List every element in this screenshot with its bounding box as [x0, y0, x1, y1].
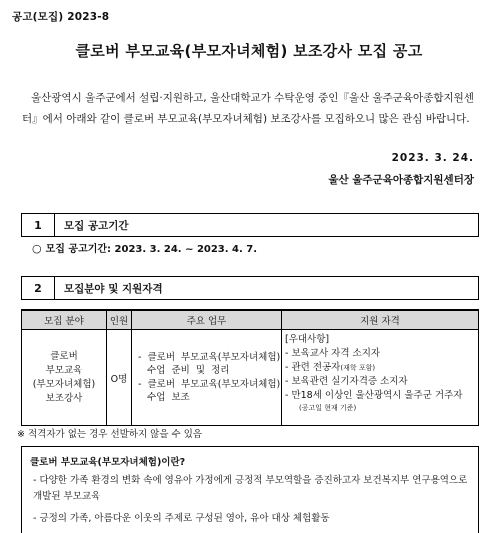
cell-count: O명 [107, 330, 132, 426]
header-qualification: 지원 자격 [282, 310, 479, 330]
header-duties: 주요 업무 [132, 310, 282, 330]
table-header-row [22, 310, 479, 330]
table-row [22, 330, 479, 426]
notice-date: 2023. 3. 24. [391, 152, 474, 164]
qual-item: - 관련 전공자(재학 포함) [285, 362, 376, 373]
cell-field: 클로버 부모교육 (부모자녀체험) 보조강사 [22, 330, 107, 426]
section-number: 1 [22, 214, 55, 236]
qual-item: - 보육관련 실기자격증 소지자 [285, 376, 408, 387]
header-field: 모집 분야 [22, 310, 107, 330]
section-recruitment-period [21, 213, 479, 237]
period-text: 모집 공고기간: 2023. 3. 24. ~ 2023. 4. 7. [45, 244, 258, 255]
page-title: 클로버 부모교육(부모자녀체험) 보조강사 모집 공고 [75, 42, 423, 60]
cell-duties: - 클로버 부모교육(부모자녀체험) 수업 준비 및 정리 - 클로버 부모교육(부모자녀체험) 수업 보조 [132, 330, 282, 426]
selection-caveat: ※ 적격자가 없는 경우 선발하지 않을 수 있음 [17, 429, 203, 440]
program-info-line: - 긍정의 가족, 아름다운 이웃의 주제로 구성된 영아, 유아 대상 체험활동 [33, 513, 330, 524]
header-count: 인원 [107, 310, 132, 330]
qual-heading: [우대사항] [285, 334, 330, 345]
intro-paragraph: 울산광역시 울주군에서 설립·지원하고, 울산대학교가 수탁운영 중인『울산 울주군육아종합지원센터』에서 아래와 같이 클로버 부모교육(부모자녀체험) 보조강사를 모집하오니 많은 관심 바랍니다. [22, 92, 474, 125]
issuing-organization: 울산 울주군육아종합지원센터장 [328, 174, 474, 186]
cell-qualification [282, 330, 479, 426]
section-label: 모집 공고기간 [64, 219, 129, 232]
qual-item: - 만18세 이상인 울산광역시 울주군 거주자 [285, 390, 463, 401]
qual-footnote: (공고일 현재 기준) [299, 404, 357, 412]
program-info-line: - 다양한 가족 환경의 변화 속에 영유아 가정에게 긍정적 부모역할을 증진하고자 보건복지부 연구용역으로 개발된 부모교육 [33, 475, 468, 502]
qual-item: - 보육교사 자격 소지자 [285, 348, 381, 359]
notice-number: 공고(모집) 2023-8 [12, 11, 110, 23]
section-number: 2 [22, 277, 55, 299]
recruitment-period [32, 240, 257, 255]
section-label: 모집분야 및 지원자격 [64, 282, 163, 295]
recruitment-table [21, 309, 479, 426]
section-field-qualification [21, 276, 479, 300]
program-info-title: 클로버 부모교육(부모자녀체험)이란? [30, 457, 186, 468]
circle-bullet-icon: ○ [32, 242, 42, 255]
